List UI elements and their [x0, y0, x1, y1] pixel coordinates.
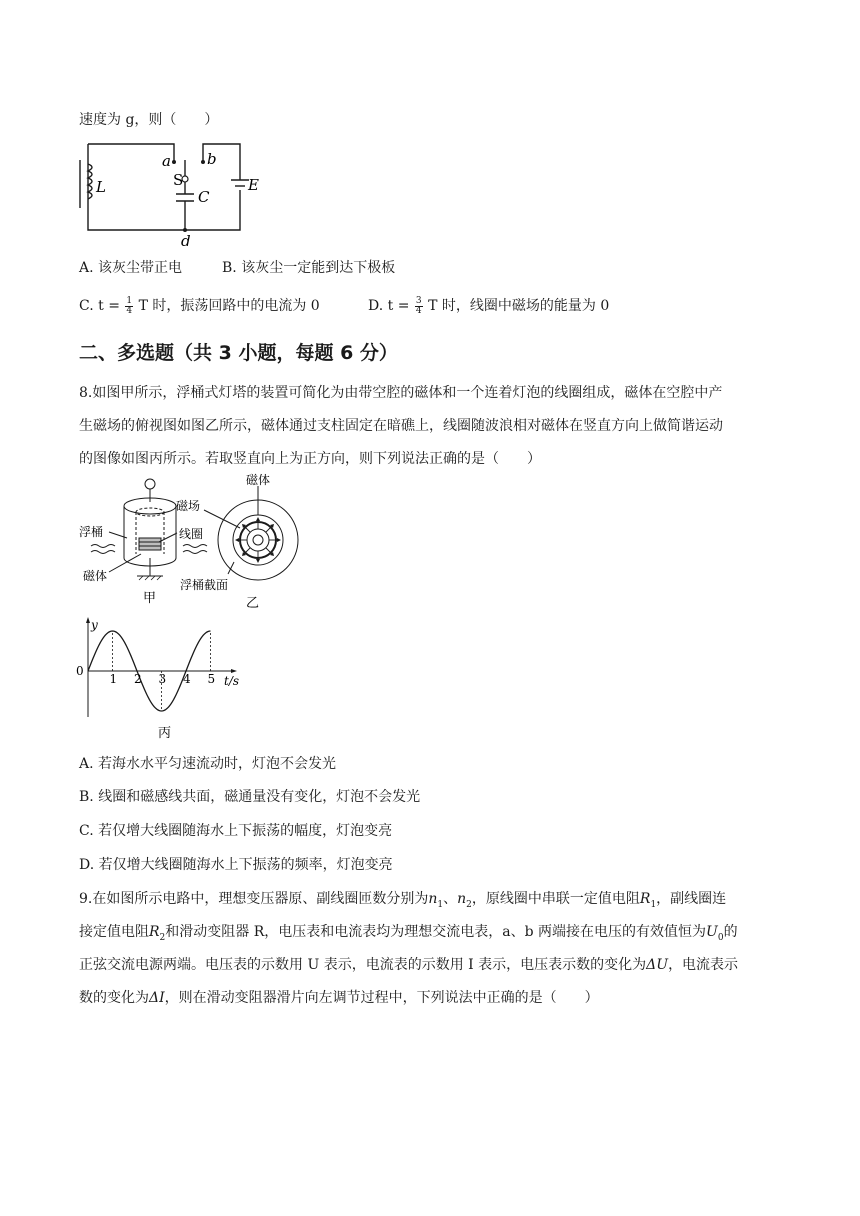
caption-jia: 甲 [143, 591, 157, 606]
x-tick-label-1: 1 [109, 672, 118, 686]
label-b: b [207, 150, 217, 168]
q7-option-b[interactable]: B. 该灰尘一定能到达下极板 [222, 260, 396, 276]
q7-option-c-prefix: C. t = [79, 298, 120, 314]
caption-bing: 丙 [158, 726, 172, 741]
y-axis-label: y [91, 618, 98, 632]
question-7-tail: 速度为 g，则（ ） [79, 112, 219, 128]
label-buoy-section: 浮桶截面 [180, 578, 229, 592]
q9-stem-line-3: 正弦交流电源两端。电压表的示数用 U 表示，电流表的示数用 I 表示，电压表示数的变化为ΔU，电流表示 [79, 957, 739, 973]
figure-yi-magnetic-field-top-view [176, 470, 306, 610]
x-tick-label-4: 4 [183, 672, 191, 686]
label-d: d [181, 232, 191, 246]
q8-option-a[interactable]: A. 若海水水平匀速流动时，灯泡不会发光 [79, 756, 337, 772]
q8-stem-line-3: 的图像如图丙所示。若取竖直向上为正方向，则下列说法正确的是（ ） [79, 451, 541, 467]
q7-option-c[interactable] [79, 296, 320, 316]
q8-stem-line-2: 生磁场的俯视图如图乙所示，磁体通过支柱固定在暗礁上，线圈随波浪相对磁体在竖直方向上做简谐运动 [79, 418, 723, 434]
label-l: L [96, 178, 106, 196]
q7-option-d[interactable] [368, 296, 609, 316]
label-s: S [173, 171, 184, 189]
q7-option-c-text: T 时，振荡回路中的电流为 0 [138, 298, 320, 314]
q7-option-d-fraction: $\frac{3}{4}$ [415, 295, 422, 316]
label-magnet-jia: 磁体 [83, 569, 108, 583]
q8-stem-line-1: 8.如图甲所示，浮桶式灯塔的装置可简化为由带空腔的磁体和一个连着灯泡的线圈组成，磁体在空腔中产 [79, 385, 723, 401]
label-a: a [162, 152, 171, 170]
x-tick-label-5: 5 [207, 672, 216, 686]
q9-stem-line-4: 数的变化为ΔI，则在滑动变阻器滑片向左调节过程中，下列说法中正确的是（ ） [79, 990, 599, 1006]
label-e: E [248, 176, 259, 194]
x-tick-label-2: 2 [134, 672, 142, 686]
q7-option-c-fraction: $\frac{1}{4}$ [126, 295, 133, 316]
q9-stem-line-2: 接定值电阻$R_2$和滑动变阻器 R，电压表和电流表均为理想交流电表，a、b 两端接在电压的有效值恒为$U_0$的 [79, 924, 738, 943]
figure-bing-oscillation-graph [74, 617, 254, 741]
q7-option-a[interactable]: A. 该灰尘带正电 [79, 260, 183, 276]
q8-option-b[interactable]: B. 线圈和磁感线共面，磁通量没有变化，灯泡不会发光 [79, 789, 421, 805]
x-tick-label-3: 3 [158, 672, 167, 686]
origin-label: 0 [76, 664, 84, 678]
lc-circuit-diagram [76, 136, 276, 246]
section-title: 二、多选题（共 3 小题，每题 6 分） [79, 342, 398, 364]
label-c: C [198, 188, 210, 206]
x-axis-label: t/s [224, 674, 240, 688]
label-magnet-yi: 磁体 [246, 473, 271, 487]
q9-stem-line-1: 9.在如图所示电路中，理想变压器原、副线圈匝数分别为$n_1$、$n_2$，原线圈中串联一定值电阻$R_1$，副线圈连 [79, 891, 727, 910]
caption-yi: 乙 [246, 596, 260, 610]
q8-option-d[interactable]: D. 若仅增大线圈随海水上下振荡的频率，灯泡变亮 [79, 857, 393, 873]
label-coil: 线圈 [179, 527, 204, 541]
q8-option-c[interactable]: C. 若仅增大线圈随海水上下振荡的幅度，灯泡变亮 [79, 823, 393, 839]
q7-option-d-text: T 时，线圈中磁场的能量为 0 [428, 298, 610, 314]
label-field: 磁场 [176, 499, 201, 513]
label-floater: 浮桶 [79, 525, 104, 539]
q7-option-d-prefix: D. t = [368, 298, 410, 314]
